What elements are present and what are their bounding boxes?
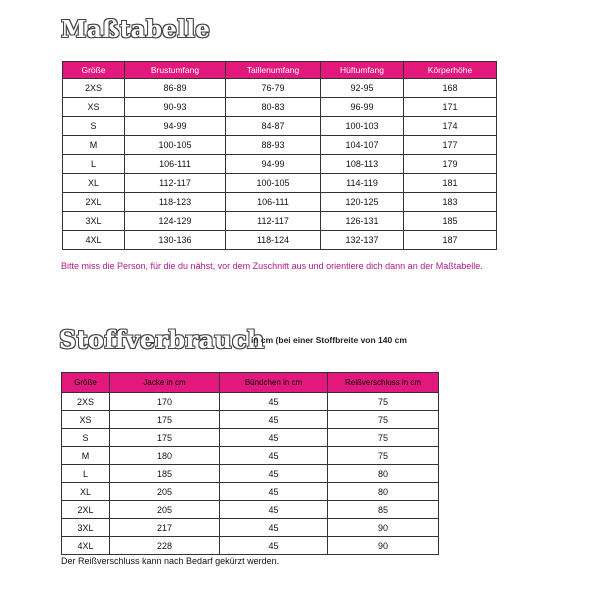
table-row [63, 174, 497, 193]
fabric-usage-title: Stoffverbrauch [59, 325, 265, 354]
table-row [62, 393, 439, 411]
table-cell: 132-137 [321, 231, 404, 250]
table-cell: 75 [328, 393, 439, 411]
fabric-width-subtitle: in cm (bei einer Stoffbreite von 140 cm [251, 335, 407, 345]
table-cell: 90 [328, 519, 439, 537]
table-cell: 106-111 [125, 155, 226, 174]
table-cell: 168 [404, 79, 497, 98]
table-row [63, 231, 497, 250]
table-cell: 80 [328, 465, 439, 483]
table-cell: 171 [404, 98, 497, 117]
table-cell: 76-79 [226, 79, 321, 98]
table-cell: 126-131 [321, 212, 404, 231]
column-header: Taillenumfang [226, 62, 321, 79]
table-row [62, 483, 439, 501]
table-cell: L [63, 155, 125, 174]
table-row [63, 79, 497, 98]
table-cell: 106-111 [226, 193, 321, 212]
table-row [62, 465, 439, 483]
table-row [62, 411, 439, 429]
column-header: Bündchen in cm [220, 373, 328, 393]
table-row [63, 98, 497, 117]
column-header: Körperhöhe [404, 62, 497, 79]
column-header: Jacke in cm [110, 373, 220, 393]
table-cell: 90 [328, 537, 439, 555]
zipper-note: Der Reißverschluss kann nach Bedarf gekürzt werden. [61, 556, 280, 566]
measurement-instruction-note: Bitte miss die Person, für die du nähst, vor dem Zuschnitt aus und orientiere dich dann an der Maßtabelle. [61, 261, 483, 271]
table-cell: 45 [220, 465, 328, 483]
column-header: Reißverschluss in cm [328, 373, 439, 393]
table-cell: 100-105 [125, 136, 226, 155]
table-cell: S [63, 117, 125, 136]
table-cell: 45 [220, 447, 328, 465]
table-cell: 4XL [63, 231, 125, 250]
table-cell: 100-105 [226, 174, 321, 193]
table-cell: 124-129 [125, 212, 226, 231]
table-cell: M [62, 447, 110, 465]
table-cell: 185 [404, 212, 497, 231]
table-cell: 80-83 [226, 98, 321, 117]
table-cell: 86-89 [125, 79, 226, 98]
measurement-table-header-row [63, 62, 497, 79]
table-cell: 228 [110, 537, 220, 555]
table-cell: S [62, 429, 110, 447]
column-header: Größe [62, 373, 110, 393]
table-cell: 183 [404, 193, 497, 212]
table-cell: 88-93 [226, 136, 321, 155]
table-cell: 114-119 [321, 174, 404, 193]
table-cell: 75 [328, 429, 439, 447]
table-cell: 187 [404, 231, 497, 250]
table-cell: XL [63, 174, 125, 193]
table-row [63, 117, 497, 136]
table-cell: 180 [110, 447, 220, 465]
table-cell: 2XL [62, 501, 110, 519]
table-cell: 174 [404, 117, 497, 136]
table-cell: 45 [220, 429, 328, 447]
table-cell: 75 [328, 411, 439, 429]
table-cell: 175 [110, 429, 220, 447]
table-cell: 96-99 [321, 98, 404, 117]
table-cell: 94-99 [226, 155, 321, 174]
table-row [62, 537, 439, 555]
table-row [62, 429, 439, 447]
table-cell: 205 [110, 501, 220, 519]
table-row [63, 193, 497, 212]
measurement-table-title: Maßtabelle [61, 16, 211, 43]
table-cell: 112-117 [226, 212, 321, 231]
table-cell: 130-136 [125, 231, 226, 250]
table-cell: 2XS [63, 79, 125, 98]
table-cell: 85 [328, 501, 439, 519]
measurement-table [62, 61, 497, 250]
table-cell: 181 [404, 174, 497, 193]
table-cell: 45 [220, 483, 328, 501]
column-header: Größe [63, 62, 125, 79]
table-cell: 3XL [62, 519, 110, 537]
table-cell: 185 [110, 465, 220, 483]
table-row [63, 136, 497, 155]
table-cell: 170 [110, 393, 220, 411]
table-cell: 100-103 [321, 117, 404, 136]
table-cell: 90-93 [125, 98, 226, 117]
table-cell: XS [62, 411, 110, 429]
table-cell: 118-124 [226, 231, 321, 250]
fabric-table-header-row [62, 373, 439, 393]
table-cell: 205 [110, 483, 220, 501]
table-cell: 45 [220, 411, 328, 429]
table-row [62, 447, 439, 465]
table-cell: 112-117 [125, 174, 226, 193]
table-cell: XS [63, 98, 125, 117]
table-cell: 108-113 [321, 155, 404, 174]
table-cell: L [62, 465, 110, 483]
table-cell: 80 [328, 483, 439, 501]
table-row [62, 519, 439, 537]
table-cell: XL [62, 483, 110, 501]
table-row [63, 155, 497, 174]
table-cell: 45 [220, 501, 328, 519]
table-cell: 179 [404, 155, 497, 174]
table-row [63, 212, 497, 231]
table-cell: 45 [220, 519, 328, 537]
table-cell: 4XL [62, 537, 110, 555]
table-cell: 45 [220, 537, 328, 555]
table-cell: 84-87 [226, 117, 321, 136]
column-header: Brustumfang [125, 62, 226, 79]
table-cell: 2XS [62, 393, 110, 411]
table-cell: 75 [328, 447, 439, 465]
table-cell: 3XL [63, 212, 125, 231]
table-cell: 92-95 [321, 79, 404, 98]
column-header: Hüftumfang [321, 62, 404, 79]
table-cell: 120-125 [321, 193, 404, 212]
table-row [62, 501, 439, 519]
table-cell: 175 [110, 411, 220, 429]
table-cell: 2XL [63, 193, 125, 212]
fabric-usage-table [61, 372, 439, 555]
table-cell: 118-123 [125, 193, 226, 212]
table-cell: 94-99 [125, 117, 226, 136]
table-cell: 45 [220, 393, 328, 411]
table-cell: 217 [110, 519, 220, 537]
table-cell: M [63, 136, 125, 155]
table-cell: 104-107 [321, 136, 404, 155]
table-cell: 177 [404, 136, 497, 155]
